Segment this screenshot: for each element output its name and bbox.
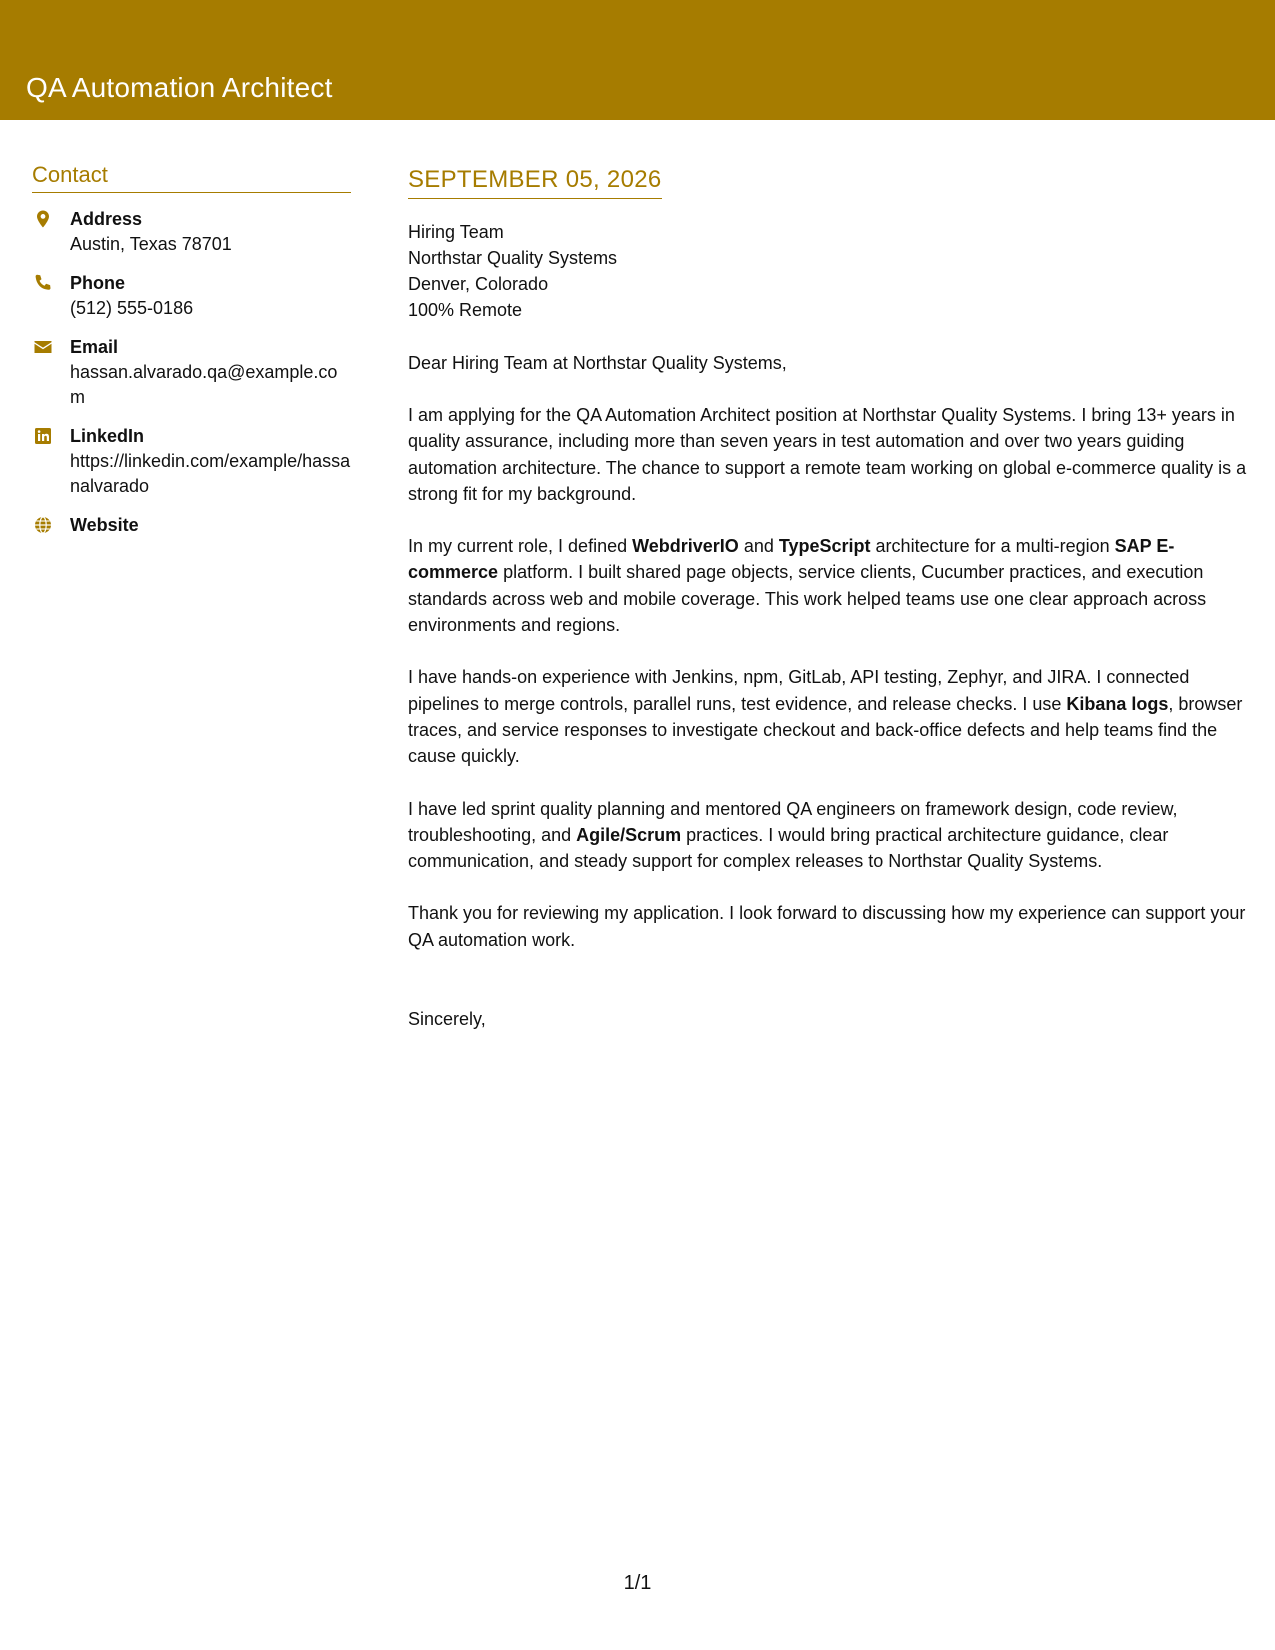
contact-value-linkedin: https://linkedin.com/example/hassanalvarado	[70, 451, 351, 496]
text-run: I have led sprint quality planning and mentored QA engineers on framework design, code review, troubleshooting, and	[408, 798, 1178, 845]
keyword-sap-ecommerce: SAP E-commerce	[408, 536, 1175, 583]
contact-label-phone: Phone	[70, 273, 126, 293]
closing: Sincerely,	[408, 1009, 486, 1030]
recipient-line: 100% Remote	[408, 300, 523, 320]
contact-item-phone	[32, 271, 351, 321]
contact-sidebar	[32, 162, 351, 552]
text-run: and	[738, 536, 779, 557]
letter-body	[408, 166, 1250, 1032]
contact-label-email: Email	[70, 337, 119, 357]
paragraph-intro: I am applying for the QA Automation Architect position at Northstar Quality Systems. I bring 13+ years in quality assurance, including more than seven years in test automation and over two years guiding automation architecture. The chance to support a remote team working on global e-commerce quality is a strong fit for my background.	[408, 405, 1247, 504]
phone-icon	[33, 273, 53, 293]
page-title: QA Automation Architect	[26, 72, 333, 103]
text-run: In my current role, I defined	[408, 536, 633, 557]
contact-item-linkedin	[32, 424, 351, 499]
contact-item-address	[32, 207, 351, 257]
paragraph-current-role	[408, 533, 1250, 638]
contact-label-address: Address	[70, 209, 143, 229]
text-run: I have hands-on experience with Jenkins, npm, GitLab, API testing, Zephyr, and JIRA. I connected pipelines to merge controls, parallel runs, test evidence, and release checks. I use	[408, 667, 1190, 714]
page-number: 1/1	[623, 1572, 652, 1594]
letter-date: SEPTEMBER 05, 2026	[408, 166, 662, 193]
keyword-typescript: TypeScript	[778, 536, 871, 557]
salutation: Dear Hiring Team at Northstar Quality Systems,	[408, 353, 787, 373]
keyword-kibana-logs: Kibana logs	[1066, 693, 1169, 714]
contact-item-email	[32, 335, 351, 410]
letter-date-block	[408, 166, 662, 199]
contact-value-phone: (512) 555-0186	[70, 298, 194, 318]
keyword-webdriverio: WebdriverIO	[632, 536, 739, 557]
recipient-line: Northstar Quality Systems	[408, 248, 618, 268]
contact-value-email: hassan.alvarado.qa@example.com	[70, 362, 338, 407]
map-pin-icon	[33, 209, 53, 229]
header-banner	[0, 0, 1275, 120]
contact-section-title: Contact	[32, 162, 351, 193]
envelope-icon	[33, 337, 53, 357]
text-run: practices. I would bring practical architecture guidance, clear communication, and steady support for complex releases to Northstar Quality Systems.	[408, 824, 1169, 872]
linkedin-icon	[33, 426, 53, 446]
paragraph-leadership	[408, 796, 1250, 875]
globe-icon	[33, 515, 53, 535]
contact-label-linkedin: LinkedIn	[70, 426, 145, 446]
contact-list	[32, 207, 351, 538]
paragraph-thanks: Thank you for reviewing my application. I look forward to discussing how my experience can support your QA automation work.	[408, 903, 1246, 950]
keyword-agile-scrum: Agile/Scrum	[576, 824, 682, 845]
text-run: architecture for a multi-region	[870, 536, 1115, 557]
text-run: platform. I built shared page objects, service clients, Cucumber practices, and execution standards across web and mobile coverage. This work helped teams use one clear approach across environments and regions.	[408, 562, 1207, 636]
recipient-block	[408, 219, 1250, 323]
paragraph-tools	[408, 664, 1250, 769]
contact-label-website: Website	[70, 515, 139, 535]
recipient-line: Hiring Team	[408, 222, 504, 242]
contact-item-website	[32, 513, 351, 538]
contact-value-address: Austin, Texas 78701	[70, 234, 232, 254]
text-run: , browser traces, and service responses to investigate checkout and back-office defects and help teams find the cause quickly.	[408, 693, 1243, 767]
recipient-line: Denver, Colorado	[408, 274, 549, 294]
